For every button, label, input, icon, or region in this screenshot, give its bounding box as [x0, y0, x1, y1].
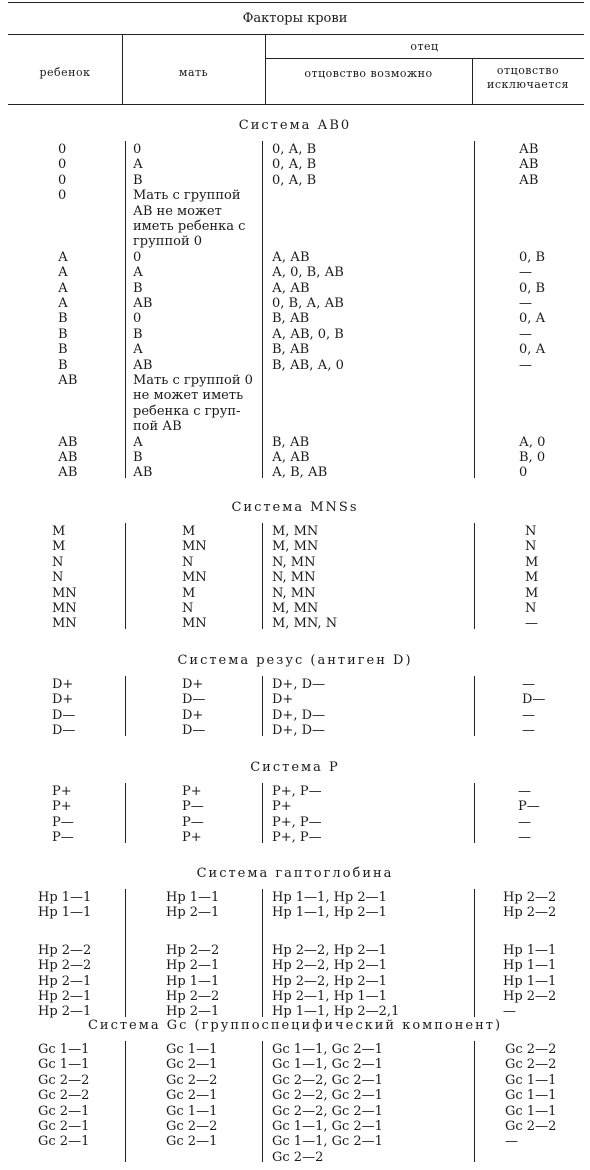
cell-mother: АВ [133, 296, 153, 311]
cell-excluded: — [505, 1134, 518, 1150]
cell-child: А [58, 265, 68, 281]
cell-possible: Gc 2—2, Gc 2—1 [272, 1072, 383, 1088]
cell-mother: Gc 1—1 [166, 1042, 218, 1057]
header-possible: отцовство возможно [304, 67, 433, 80]
cell-excluded: Gc 1—1 [505, 1072, 557, 1088]
cell-mother: Р— [182, 799, 204, 815]
cell-child: А [58, 249, 68, 265]
cell-mother: MN [182, 616, 207, 632]
cell-excluded: — [519, 357, 532, 373]
column-divider [474, 889, 475, 1017]
cell-child: N [52, 554, 64, 570]
cell-excluded: Gc 2—2 [505, 1042, 557, 1057]
cell-mother: Р— [182, 814, 204, 830]
column-divider [125, 141, 126, 478]
cell-child: АВ [58, 465, 78, 481]
cell-child: D— [52, 723, 76, 739]
father-rule [265, 58, 584, 59]
cell-excluded: — [522, 723, 535, 739]
cell-child: В [58, 311, 68, 327]
cell-excluded: 0, А [519, 311, 546, 327]
cell-possible: Gc 2—2, Gc 2—1 [272, 1088, 383, 1104]
cell-mother: АВ не может [133, 203, 222, 219]
cell-possible: А, 0, В, АВ [272, 265, 344, 281]
cell-excluded: 0, В [519, 249, 546, 265]
cell-excluded: В, 0 [519, 450, 546, 465]
cell-possible: Р+ [272, 799, 292, 815]
cell-mother: Gc 2—2 [166, 1119, 218, 1134]
cell-mother: Gc 2—1 [166, 1088, 218, 1104]
cell-child: Hp 2—2 [38, 942, 92, 958]
table-top-rule [8, 2, 584, 3]
cell-child: Р— [52, 830, 74, 846]
cell-possible: 0, А, В [272, 172, 317, 188]
section-title: Система MNSs [231, 500, 359, 515]
cell-mother: А [133, 342, 143, 358]
column-divider [474, 141, 475, 478]
cell-mother: ребенка с груп- [133, 403, 241, 419]
cell-possible: Hp 2—1, Hp 1—1 [272, 989, 387, 1004]
cell-child: MN [52, 616, 77, 632]
cell-mother: Hp 1—1 [166, 973, 220, 989]
cell-mother: 0 [133, 142, 142, 157]
cell-mother: 0 [133, 249, 142, 265]
cell-excluded: 0, А [519, 342, 546, 358]
cell-child: Gc 1—1 [38, 1057, 90, 1073]
cell-child: 0 [58, 188, 67, 204]
cell-child: Gc 2—2 [38, 1072, 90, 1088]
cell-child: Р— [52, 814, 74, 830]
cell-child: Р+ [52, 784, 72, 799]
cell-excluded: N [525, 601, 537, 616]
cell-child: Gc 2—2 [38, 1088, 90, 1104]
cell-child: Hp 2—1 [38, 989, 92, 1004]
cell-excluded: D— [522, 692, 546, 708]
cell-child: А [58, 280, 68, 296]
cell-excluded: АВ [519, 172, 539, 188]
cell-possible: N, MN [272, 554, 316, 570]
section-title: Система гаптоглобина [196, 866, 394, 881]
cell-mother: MN [182, 539, 207, 555]
cell-excluded: АВ [519, 157, 539, 173]
cell-mother: В [133, 326, 143, 342]
cell-mother: N [182, 601, 194, 616]
cell-excluded: Gc 2—2 [505, 1119, 557, 1134]
cell-child: Gc 2—1 [38, 1119, 90, 1134]
cell-possible: Hp 2—2, Hp 2—1 [272, 958, 387, 974]
cell-child: Hp 2—1 [38, 973, 92, 989]
cell-child: Gc 1—1 [38, 1042, 90, 1057]
cell-mother: Gc 2—1 [166, 1134, 218, 1150]
cell-mother: N [182, 554, 194, 570]
column-divider [125, 889, 126, 1017]
cell-child: АВ [58, 450, 78, 465]
cell-excluded: Hp 1—1 [503, 942, 557, 958]
cell-child: 0 [58, 172, 67, 188]
cell-child: 0 [58, 142, 67, 157]
cell-mother: А [133, 265, 143, 281]
cell-mother: Р+ [182, 830, 202, 846]
cell-possible: Hp 1—1, Hp 2—1 [272, 890, 387, 905]
cell-excluded: Gc 1—1 [505, 1103, 557, 1119]
cell-child: Р+ [52, 799, 72, 815]
cell-possible: Gc 1—1, Gc 2—1 [272, 1042, 383, 1057]
cell-excluded: Gc 2—2 [505, 1057, 557, 1073]
cell-mother: M [182, 524, 196, 539]
cell-excluded: — [518, 830, 531, 846]
cell-child: Hp 2—2 [38, 958, 92, 974]
header-child: ребенок [39, 66, 91, 79]
cell-excluded: M [525, 585, 539, 601]
cell-mother: Gc 2—2 [166, 1072, 218, 1088]
column-divider [474, 676, 475, 736]
cell-mother: M [182, 585, 196, 601]
cell-possible: M, MN [272, 539, 319, 555]
column-divider [474, 1041, 475, 1162]
cell-child: Hp 1—1 [38, 905, 92, 921]
cell-child: В [58, 342, 68, 358]
cell-mother: D+ [182, 707, 204, 723]
cell-mother: MN [182, 570, 207, 586]
cell-possible: Gc 1—1, Gc 2—1 [272, 1119, 383, 1134]
cell-possible: Hp 2—2, Hp 2—1 [272, 973, 387, 989]
section-title: Система Р [250, 760, 340, 775]
cell-excluded: АВ [519, 142, 539, 157]
cell-mother: не может иметь [133, 388, 244, 404]
cell-mother: Hp 1—1 [166, 890, 220, 905]
cell-mother: АВ [133, 465, 153, 481]
column-divider [474, 523, 475, 629]
cell-child: D+ [52, 677, 74, 692]
column-divider [262, 141, 263, 478]
cell-possible: В, АВ [272, 342, 310, 358]
cell-mother: Hp 2—2 [166, 989, 220, 1004]
cell-mother: Р+ [182, 784, 202, 799]
cell-excluded: А, 0 [519, 434, 546, 450]
cell-possible: D+ [272, 692, 294, 708]
cell-possible: M, MN, N [272, 616, 338, 632]
column-divider [262, 889, 263, 1017]
cell-possible: D+, D— [272, 707, 326, 723]
cell-child: D— [52, 707, 76, 723]
cell-possible: M, MN [272, 601, 319, 616]
cell-mother: Мать с группой [133, 188, 241, 204]
cell-excluded: — [519, 265, 532, 281]
cell-mother: Мать с группой 0 [133, 373, 253, 388]
cell-excluded: — [503, 1004, 516, 1020]
cell-possible: А, АВ, 0, В [272, 326, 344, 342]
section-title: Система резус (антиген D) [177, 653, 413, 668]
cell-mother: 0 [133, 311, 142, 327]
cell-child: D+ [52, 692, 74, 708]
cell-child: А [58, 296, 68, 311]
cell-possible: D+, D— [272, 723, 326, 739]
cell-mother: пой АВ [133, 419, 182, 435]
cell-excluded: Hp 1—1 [503, 958, 557, 974]
cell-mother: D— [182, 723, 206, 739]
cell-excluded: M [525, 570, 539, 586]
cell-child: АВ [58, 373, 78, 388]
column-divider [125, 1041, 126, 1162]
cell-child: MN [52, 585, 77, 601]
cell-excluded: Hp 1—1 [503, 973, 557, 989]
cell-possible: N, MN [272, 585, 316, 601]
cell-excluded: Gc 1—1 [505, 1088, 557, 1104]
cell-excluded: Р— [518, 799, 540, 815]
cell-child: Gc 2—1 [38, 1134, 90, 1150]
cell-mother: иметь ребенка с [133, 219, 246, 234]
cell-child: 0 [58, 157, 67, 173]
cell-possible: А, АВ [272, 450, 310, 465]
cell-possible: В, АВ [272, 434, 310, 450]
cell-possible: D+, D— [272, 677, 326, 692]
cell-excluded: — [525, 616, 538, 632]
cell-excluded: — [519, 296, 532, 311]
cell-excluded: — [518, 814, 531, 830]
column-divider [474, 783, 475, 843]
cell-mother: АВ [133, 357, 153, 373]
section-title: Система Gc (группоспецифический компонент) [87, 1018, 503, 1033]
cell-mother: Gc 1—1 [166, 1103, 218, 1119]
cell-mother: D— [182, 692, 206, 708]
cell-excluded: M [525, 554, 539, 570]
cell-excluded: Hp 2—2 [503, 890, 557, 905]
cell-child: Hp 2—1 [38, 1004, 92, 1020]
cell-child: АВ [58, 434, 78, 450]
cell-mother: В [133, 450, 143, 465]
cell-excluded: 0 [519, 465, 528, 481]
title-rule [8, 34, 584, 35]
column-divider [125, 783, 126, 843]
cell-child: В [58, 326, 68, 342]
cell-excluded: N [525, 524, 537, 539]
cell-child: M [52, 524, 66, 539]
cell-child: В [58, 357, 68, 373]
cell-mother: В [133, 280, 143, 296]
header-excluded-line1: отцовство [496, 64, 560, 77]
table-title: Факторы крови [242, 11, 348, 26]
cell-possible: Gc 1—1, Gc 2—1 [272, 1057, 383, 1073]
cell-possible: Gc 1—1, Gc 2—1 [272, 1134, 383, 1150]
cell-possible: Hp 2—2, Hp 2—1 [272, 942, 387, 958]
cell-excluded: — [522, 677, 535, 692]
column-divider [262, 783, 263, 843]
cell-child: N [52, 570, 64, 586]
cell-excluded: 0, В [519, 280, 546, 296]
cell-possible: А, АВ [272, 249, 310, 265]
cell-excluded: — [522, 707, 535, 723]
cell-possible: А, АВ [272, 280, 310, 296]
cell-child: Hp 1—1 [38, 890, 92, 905]
cell-mother: Hp 2—2 [166, 942, 220, 958]
cell-possible: А, В, АВ [272, 465, 328, 481]
cell-possible: Gc 2—2, Gc 2—1 [272, 1103, 383, 1119]
cell-possible: N, MN [272, 570, 316, 586]
cell-possible: 0, В, А, АВ [272, 296, 344, 311]
cell-excluded: Hp 2—2 [503, 905, 557, 921]
column-divider [125, 676, 126, 736]
cell-child: MN [52, 601, 77, 616]
header-excluded-line2: исключается [487, 78, 569, 91]
cell-mother: D+ [182, 677, 204, 692]
cell-mother: Hp 2—1 [166, 905, 220, 921]
cell-possible: Р+, Р— [272, 814, 322, 830]
cell-possible: Hp 1—1, Hp 2—2,1 [272, 1004, 400, 1020]
header-bottom-rule [8, 104, 584, 105]
cell-possible: В, АВ [272, 311, 310, 327]
cell-possible: Р+, Р— [272, 830, 322, 846]
cell-excluded: Hp 2—2 [503, 989, 557, 1004]
cell-child: M [52, 539, 66, 555]
column-divider [262, 523, 263, 629]
cell-mother: Hp 2—1 [166, 958, 220, 974]
section-title: Система АВ0 [238, 118, 352, 133]
cell-possible: Р+, Р— [272, 784, 322, 799]
cell-child: Gc 2—1 [38, 1103, 90, 1119]
cell-excluded: N [525, 539, 537, 555]
column-divider [262, 676, 263, 736]
cell-excluded: — [518, 784, 531, 799]
cell-possible: 0, А, В [272, 157, 317, 173]
cell-mother: группой 0 [133, 234, 203, 250]
header-father: отец [410, 40, 439, 53]
cell-possible: M, MN [272, 524, 319, 539]
cell-possible: Hp 1—1, Hp 2—1 [272, 905, 387, 921]
cell-possible: 0, А, В [272, 142, 317, 157]
cell-possible: В, АВ, А, 0 [272, 357, 344, 373]
cell-mother: Gc 2—1 [166, 1057, 218, 1073]
cell-mother: А [133, 434, 143, 450]
column-divider [125, 523, 126, 629]
cell-mother: Hp 2—1 [166, 1004, 220, 1020]
cell-mother: А [133, 157, 143, 173]
column-divider [262, 1041, 263, 1162]
cell-possible: Gc 2—2 [272, 1149, 324, 1165]
cell-mother: В [133, 172, 143, 188]
cell-excluded: — [519, 326, 532, 342]
header-mother: мать [178, 66, 209, 79]
